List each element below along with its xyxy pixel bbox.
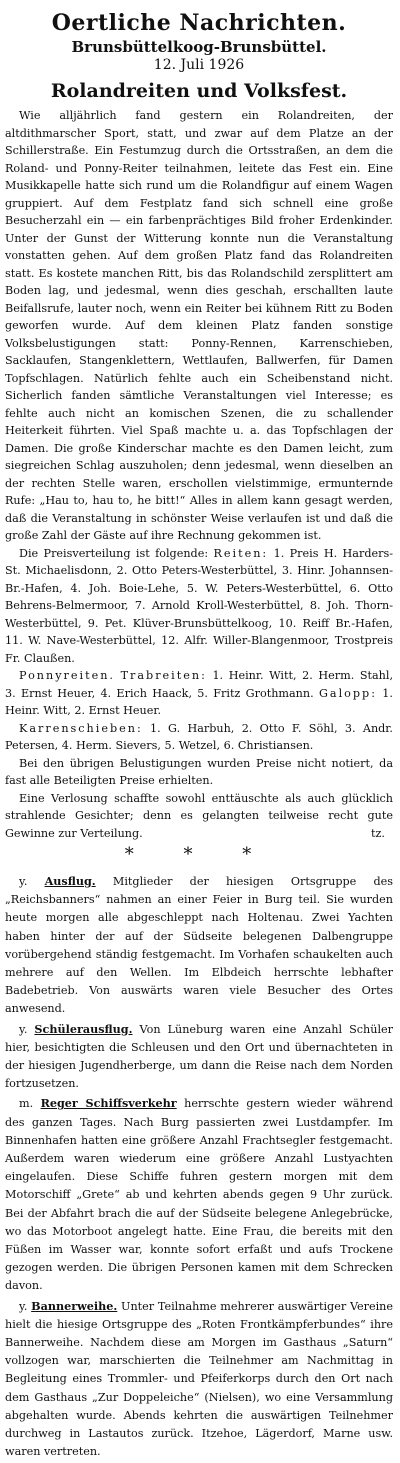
section-masthead: Oertliche Nachrichten. bbox=[51, 10, 347, 36]
prize-category-label: Karrenschieben: bbox=[19, 721, 143, 735]
prize-list-paragraph bbox=[5, 667, 393, 720]
news-item bbox=[5, 1297, 393, 1462]
news-items bbox=[5, 872, 393, 1462]
article-paragraph bbox=[5, 790, 393, 843]
article-paragraph: Wie alljährlich fand gestern ein Rolandreiten, der altdithmarscher Sport, statt, und zwar auf dem Platze an der Schillerstraße. Ein Festumzug durch die Ortsstraßen, an dem die Roland- und Ponny-Reiter teilnahmen, leitete das Fest ein. Eine Musikkapelle hatte sich rund um die Rolandfigur auf einem Wagen gruppiert. Auf dem Festplatz fand sich schnell eine große Besucherzahl ein — ein farbenprächtiges Bild froher Erdenkinder. Unter der Gunst der Witterung konnte nun die Veranstaltung vonstatten gehen. Auf dem großen Platz fand das Rolandreiten statt. Es kostete manchen Ritt, bis das Rolandschild zersplittert am Boden lag, und jedesmal, wenn dies geschah, erschallten laute Beifallsrufe, lauter noch, wenn ein Reiter bei kühnem Ritt zu Boden geworfen wurde. Auf dem kleinen Platz fanden sonstige Volksbelustigungen statt: Ponny-Rennen, Karrenschieben, Sacklaufen, Stangenklettern, Wettlaufen, Ballwerfen, für Damen Topfschlagen. Natürlich fehlte auch ein Scheibenstand nicht. Sicherlich fanden sämtliche Veranstaltungen viel Interesse; es fehlte auch nicht an komischen Szenen, die zu schallender Heiterkeit führten. Viel Spaß machte u. a. das Topfschlagen der Damen. Die große Kinderschar machte es den Damen leicht, zum siegreichen Schlag auszuholen; denn jedesmal, wenn dieselben an der rechten Stelle waren, erschollen vielstimmige, ermunternde Rufe: „Hau to, hau to, he bitt!“ Alles in allem kann gesagt werden, daß die Veranstaltung in schönster Weise verlaufen ist und daß die große Zahl der Gäste auf ihre Rechnung gekommen ist. bbox=[5, 109, 393, 542]
news-item-prefix: y. bbox=[19, 1299, 28, 1313]
prize-list-cart: 1. G. Harbuh, 2. Otto F. Söhl, 3. Andr. Petersen, 4. Herm. Sievers, 5. Wetzel, 6. Christiansen. bbox=[5, 721, 393, 752]
section-separator: * * * bbox=[124, 844, 274, 865]
prize-intro: Die Preisverteilung ist folgende: bbox=[19, 546, 209, 560]
author-signature: tz. bbox=[371, 826, 385, 840]
prize-list-trot: 1. Heinr. Witt, 2. Herm. Stahl, 3. Ernst Heuer, 4. Erich Haack, 5. Fritz Grothmann. bbox=[5, 669, 394, 700]
prize-category-label: Ponnyreiten. bbox=[19, 669, 115, 682]
news-item-text: herrschte gestern wieder während des ganzen Tages. Nach Burg passierten zwei Lustdampfer. Im Binnenhafen hatten eine größere Anzahl Frachtsegler festgemacht. Außerdem waren wiederum eine größere Anzahl Lustyachten eingelaufen. Diese Schiffe fuhren gestern morgen mit dem Motorschiff „Grete“ ab und kehrten abends gegen 9 Uhr zurück. Bei der Abfahrt brach die auf der Südseite belegene Anlegebrücke, wo das Motorboot angelegt hatte. Eine Frau, die bereits mit den Füßen im Wasser war, konnte sofort erfaßt und aufs Trockene gezogen werden. Die übrigen Personen kamen mit dem Schrecken davon. bbox=[5, 1097, 394, 1293]
article-headline: Rolandreiten und Volksfest. bbox=[50, 80, 348, 102]
issue-date: 12. Juli 1926 bbox=[153, 57, 245, 73]
news-item-text: Mitglieder der hiesigen Ortsgruppe des „Reichsbanners“ nahmen an einer Feier in Burg teil. Sie wurden heute morgen alle abgeschleppt nach Holtenau. Zwei Yachten haben hinter der auf der Südseite belegenen Dalbengruppe vorübergehend ständig festgemacht. Im Vorhafen schaukelten auch mehrere auf den Wellen. Im Elbdeich herrschte lebhafter Badebetrieb. Von auswärts waren viele Besucher des Ortes anwesend. bbox=[5, 875, 393, 1016]
news-item bbox=[5, 872, 393, 1019]
article-paragraph: Bei den übrigen Belustigungen wurden Preise nicht notiert, da fast alle Beteiligten Preise erhielten. bbox=[5, 756, 393, 787]
news-item-heading: Bannerweihe. bbox=[31, 1298, 118, 1313]
prize-list-paragraph bbox=[5, 720, 393, 755]
news-item-text: Von Lüneburg waren eine Anzahl Schüler hier, besichtigten die Schleusen und den Ort und übernachteten in der hiesigen Jugendherberge, um dann die Reise nach dem Norden fortzusetzen. bbox=[5, 1022, 393, 1091]
prize-list-gallop: 1. Heinr. Witt, 2. Ernst Heuer. bbox=[5, 686, 393, 717]
prize-category-label: Trabreiten: bbox=[120, 669, 207, 682]
prize-list-paragraph bbox=[5, 545, 393, 668]
article-body bbox=[5, 107, 393, 842]
news-item-heading: Schülerausflug. bbox=[34, 1021, 133, 1036]
news-item-prefix: y. bbox=[19, 875, 28, 888]
news-item bbox=[5, 1094, 393, 1295]
news-item-prefix: m. bbox=[19, 1097, 34, 1111]
news-item-text: Unter Teilnahme mehrerer auswärtiger Vereine hielt die hiesige Ortsgruppe des „Roten Frontkämpferbundes“ ihre Bannerweihe. Nachdem diese am Morgen im Gasthaus „Saturn“ vollzogen war, marschierten die Teilnehmer am Nachmittag in Begleitung eines Trommler- und Pfeiferkorps durch den Ort nach dem Gasthaus „Zur Doppeleiche“ (Nielsen), wo eine Versammlung abgehalten wurde. Abends kehrten die auswärtigen Teilnehmer durchweg in Lastautos zurück. Itzehoe, Lägerdorf, Marne usw. waren vertreten. bbox=[5, 1299, 393, 1459]
news-item-prefix: y. bbox=[19, 1022, 28, 1036]
prize-category-label: Reiten: bbox=[213, 546, 269, 560]
prize-category-label: Galopp: bbox=[318, 686, 377, 700]
dateline: Brunsbüttelkoog-Brunsbüttel. bbox=[71, 38, 327, 56]
newspaper-column bbox=[5, 0, 393, 1463]
news-item bbox=[5, 1020, 393, 1094]
news-item-heading: Reger Schiffsverkehr bbox=[40, 1096, 177, 1111]
prize-list-riding: 1. Preis H. Harders-St. Michaelisdonn, 2. Otto Peters-Westerbüttel, 3. Hinr. Johannsen-Br.-Hafen, 4. Joh. Boie-Lehe, 5. W. Peters-Westerbüttel, 6. Otto Behrens-Belmermoor, 7. Arnold Kroll-Westerbüttel, 8. Joh. Thorn-Westerbüttel, 9. Pet. Klüver-Brunsbüttelkoog, 10. Reiff Br.-Hafen, 11. W. Nave-Westerbüttel, 12. Alfr. Willer-Blangenmoor, Trostpreis Fr. Claußen. bbox=[5, 546, 393, 665]
article-closing-text: Eine Verlosung schaffte sowohl enttäuschte als auch glücklich strahlende Gesichter; denn es gelangten teilweise recht gute Gewinne zur Verteilung. bbox=[5, 791, 393, 840]
news-item-heading: Ausflug. bbox=[44, 874, 96, 888]
